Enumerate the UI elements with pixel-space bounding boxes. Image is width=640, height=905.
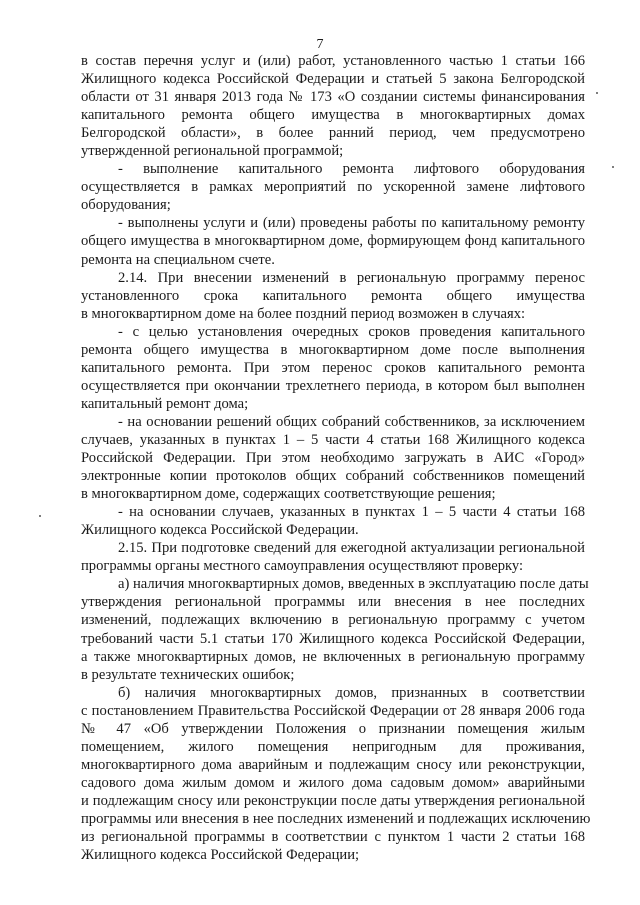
page-number: 7 <box>316 37 324 52</box>
text-line: и подлежащим сносу или реконструкции после даты утверждения региональной <box>81 792 585 809</box>
text-line: - с целью установления очередных сроков проведения капитального <box>118 323 585 340</box>
text-line: из региональной программы в соответствии с пунктом 1 части 2 статьи 168 <box>81 829 585 846</box>
text-line: в многоквартирном доме на более поздний период возможен в случаях: <box>81 305 526 322</box>
text-line: оборудования; <box>81 197 171 214</box>
text-line: программы или внесения в нее последних изменений и подлежащих исключению <box>81 810 591 827</box>
text-line: 2.15. При подготовке сведений для ежегодной актуализации региональной <box>118 540 585 557</box>
text-line: Российской Федерации. При этом необходимо загружать в АИС «Город» <box>81 450 585 467</box>
text-line: установленного срока капитального ремонта общего имущества <box>81 287 585 304</box>
text-line: Белгородской области», в более ранний период, чем предусмотрено <box>81 125 585 142</box>
text-line: осуществляется в рамках мероприятий по ускоренной замене лифтового <box>81 179 585 196</box>
text-line: капитального ремонта общего имущества в многоквартирных домах <box>81 107 585 124</box>
scan-speck <box>612 166 614 168</box>
text-line: электронные копии протоколов общих собраний собственников помещений <box>81 468 585 485</box>
scan-speck <box>39 515 41 517</box>
text-line: - выполнение капитального ремонта лифтового оборудования <box>118 161 585 178</box>
text-line: ремонта на специальном счете. <box>81 251 275 268</box>
scan-speck <box>596 92 598 94</box>
text-line: б) наличия многоквартирных домов, признанных в соответствии <box>118 684 585 701</box>
text-line: Жилищного кодекса Российской Федерации; <box>81 847 360 864</box>
text-line: ремонта общего имущества в многоквартирном доме после выполнения <box>81 341 585 358</box>
text-line: капитального ремонта. При этом перенос сроков капитального ремонта <box>81 359 585 376</box>
text-line: осуществляется при окончании трехлетнего периода, в котором был выполнен <box>81 377 585 394</box>
text-line: утвержденной региональной программой; <box>81 143 344 160</box>
text-line: требований части 5.1 статьи 170 Жилищного кодекса Российской Федерации, <box>81 630 585 647</box>
text-line: многоквартирного дома аварийным и подлежащим сносу или реконструкции, <box>81 756 585 773</box>
text-line: - выполнены услуги и (или) проведены работы по капитальному ремонту <box>118 215 585 232</box>
text-line: случаев, указанных в пунктах 1 – 5 части 4 статьи 168 Жилищного кодекса <box>81 431 585 448</box>
text-line: садового дома жилым домом и жилого дома садовым домом» аварийными <box>81 774 585 791</box>
text-line: в многоквартирном доме, содержащих соответствующие решения; <box>81 486 496 503</box>
document-body <box>81 52 591 864</box>
text-line: - на основании случаев, указанных в пунктах 1 – 5 части 4 статьи 168 <box>118 504 585 521</box>
text-line: - на основании решений общих собраний собственников, за исключением <box>118 413 585 430</box>
text-line: Жилищного кодекса Российской Федерации. <box>81 522 359 539</box>
text-line: Жилищного кодекса Российской Федерации и статьей 5 закона Белгородской <box>81 71 585 88</box>
text-line: а) наличия многоквартирных домов, введенных в эксплуатацию после даты <box>118 576 589 593</box>
text-line: программы органы местного самоуправления осуществляют проверку: <box>81 558 524 575</box>
text-line: области от 31 января 2013 года № 173 «О создании системы финансирования <box>81 89 585 106</box>
text-line: а также многоквартирных домов, не включенных в региональную программу <box>81 648 585 665</box>
text-line: в состав перечня услуг и (или) работ, установленного частью 1 статьи 166 <box>81 53 585 69</box>
text-line: утверждения региональной программы или внесения в нее последних <box>81 594 585 611</box>
text-line: капитальный ремонт дома; <box>81 395 249 412</box>
text-line: помещением, жилого помещения непригодным для проживания, <box>81 738 585 755</box>
text-line: № 47 «Об утверждении Положения о признании помещения жилым <box>81 720 585 737</box>
text-line: с постановлением Правительства Российской Федерации от 28 января 2006 года <box>81 702 585 719</box>
text-line: 2.14. При внесении изменений в региональную программу перенос <box>118 269 585 286</box>
text-line: в результате технических ошибок; <box>81 666 295 683</box>
text-line: общего имущества в многоквартирном доме, формирующем фонд капитального <box>81 233 585 250</box>
text-line: изменений, подлежащих включению в региональную программу с учетом <box>81 612 585 629</box>
